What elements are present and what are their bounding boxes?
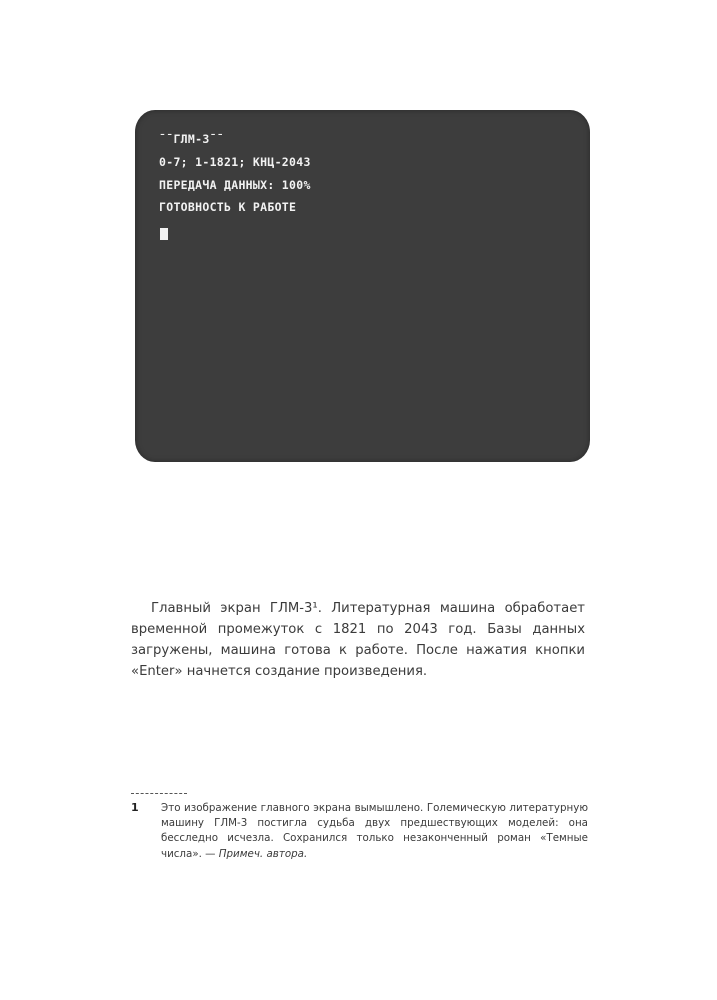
screen-title: ¯¯ГЛМ-3¯¯ [159,132,225,146]
footnote-body: Это изображение главного экрана вымышлено. Големическую литературную машину ГЛМ-3 постигла судьба двух предшествующих моделей: она бесследно исчезла. Сохранился только незаконченный роман «Темные числа». — [161,802,588,860]
footnote-number: 1 [131,801,139,814]
screen-ready-status: ГОТОВНОСТЬ К РАБОТЕ [159,200,297,214]
screen-params-line: 0-7; 1-1821; КНЦ-2043 [159,155,311,169]
caption-paragraph: Главный экран ГЛМ-3¹. Литературная машина обработает временной промежуток с 1821 по 2043 год. Базы данных загружены, машина готова к работе. После нажатия кнопки «Enter» начнется создание произведения. [131,601,585,679]
cursor-block-icon [160,228,168,240]
screen-transfer-status: ПЕРЕДАЧА ДАННЫХ: 100% [159,178,311,192]
terminal-screen [135,110,590,462]
footnote-text [161,801,588,862]
footnote-divider [131,793,187,794]
footnote-author-note: Примеч. автора. [218,847,308,860]
